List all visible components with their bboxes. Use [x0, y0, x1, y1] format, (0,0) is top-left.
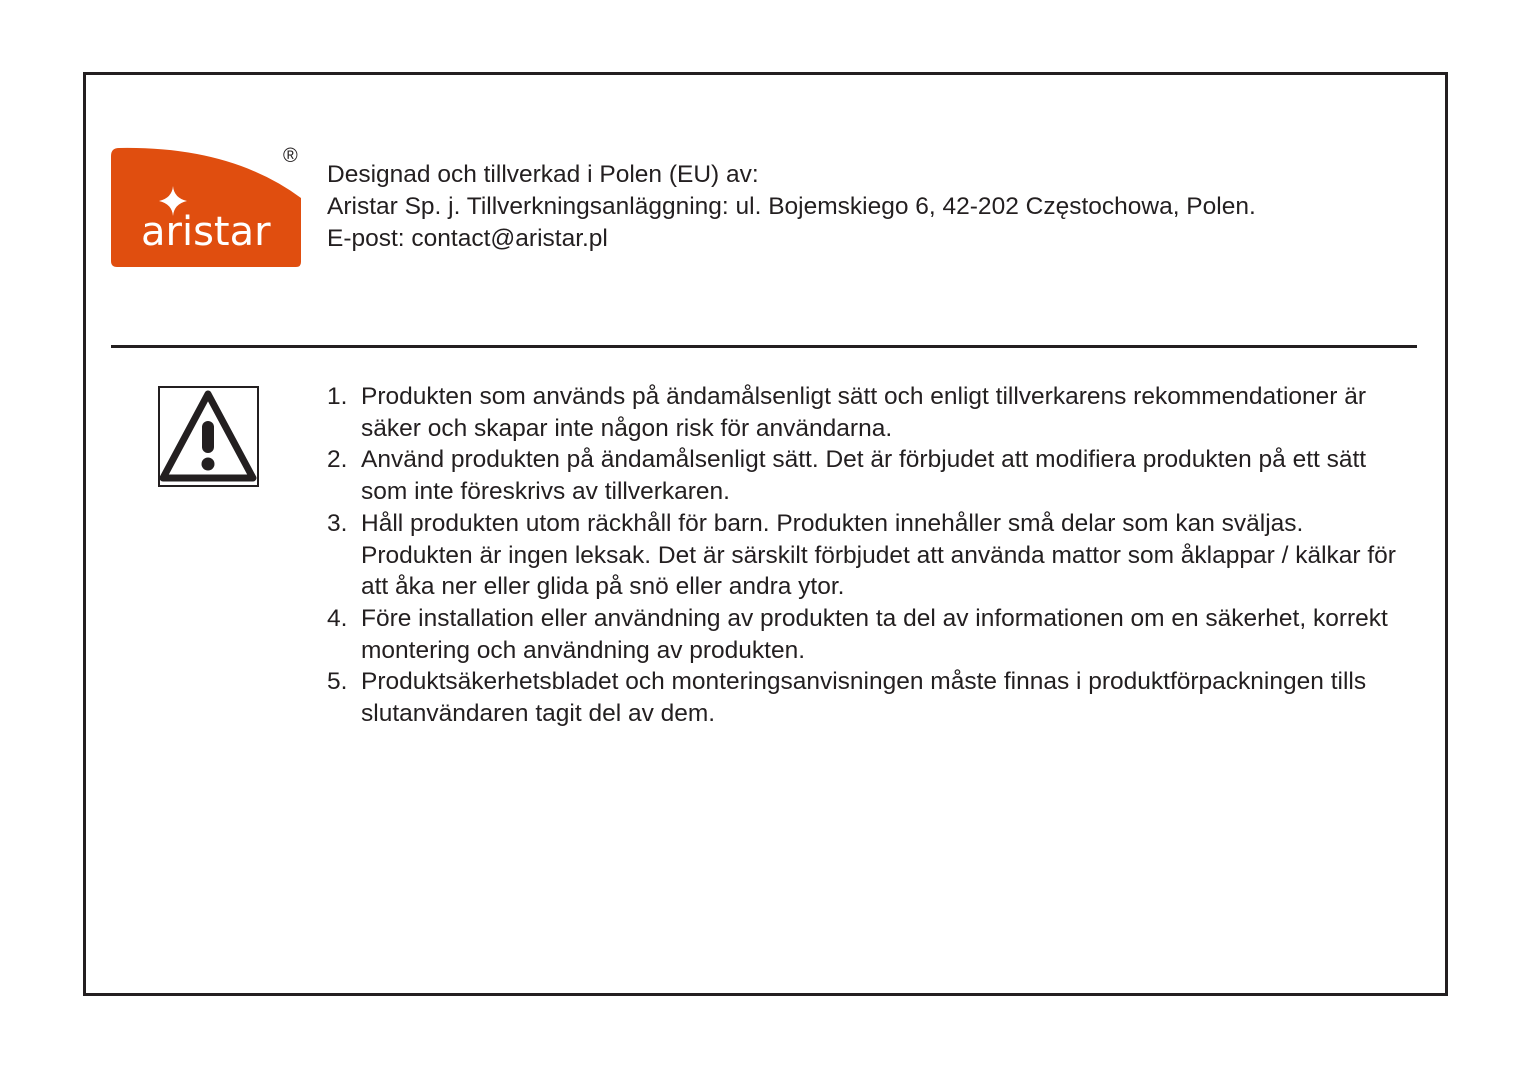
warning-triangle-icon: [158, 386, 259, 487]
aristar-logo: [111, 146, 303, 268]
manufacturer-info: [327, 159, 1407, 255]
list-item: [327, 444, 1397, 507]
list-item-number: 4.: [327, 604, 348, 632]
logo-wordmark: aristar: [141, 209, 271, 255]
list-item-text: Produktsäkerhetsbladet och monteringsanvisningen måste finnas i produktförpackningen tills slutanvändaren tagit del av dem.: [361, 668, 1367, 728]
safety-notes-list: [327, 381, 1397, 730]
list-item-text: Håll produkten utom räckhåll för barn. Produkten innehåller små delar som kan sväljas. Produkten är ingen leksak. Det är särskilt förbjudet att använda mattor som åklappar / kälkar för att åka ner eller glida på snö eller andra ytor.: [361, 509, 1396, 601]
list-item-text: Använd produkten på ändamålsenligt sätt. Det är förbjudet att modifiera produkten på ett sätt som inte föreskrivs av tillverkaren.: [361, 446, 1367, 506]
list-item-number: 3.: [327, 509, 348, 537]
logo-badge: [111, 146, 303, 268]
manufacturer-line-1: Designad och tillverkad i Polen (EU) av:: [327, 161, 759, 188]
list-item-number: 1.: [327, 383, 348, 410]
list-item-text: Produkten som används på ändamålsenligt sätt och enligt tillverkarens rekommendationer är säker och skapar inte någon risk för användarna.: [361, 383, 1367, 442]
list-item-number: 5.: [327, 668, 348, 696]
list-item-text: Före installation eller användning av produkten ta del av informationen om en säkerhet, korrekt montering och användning av produkten.: [361, 604, 1388, 664]
list-item-number: 2.: [327, 446, 348, 474]
list-item: [327, 381, 1397, 444]
manufacturer-email: E-post: contact@aristar.pl: [327, 225, 608, 252]
list-item: [327, 508, 1397, 603]
section-divider: [111, 345, 1417, 348]
manufacturer-line-2: Aristar Sp. j. Tillverkningsanläggning: ul. Bojemskiego 6, 42-202 Częstochowa, Polen.: [327, 193, 1256, 220]
list-item: [327, 666, 1397, 729]
list-item: [327, 603, 1397, 666]
registered-mark: ®: [283, 145, 298, 167]
